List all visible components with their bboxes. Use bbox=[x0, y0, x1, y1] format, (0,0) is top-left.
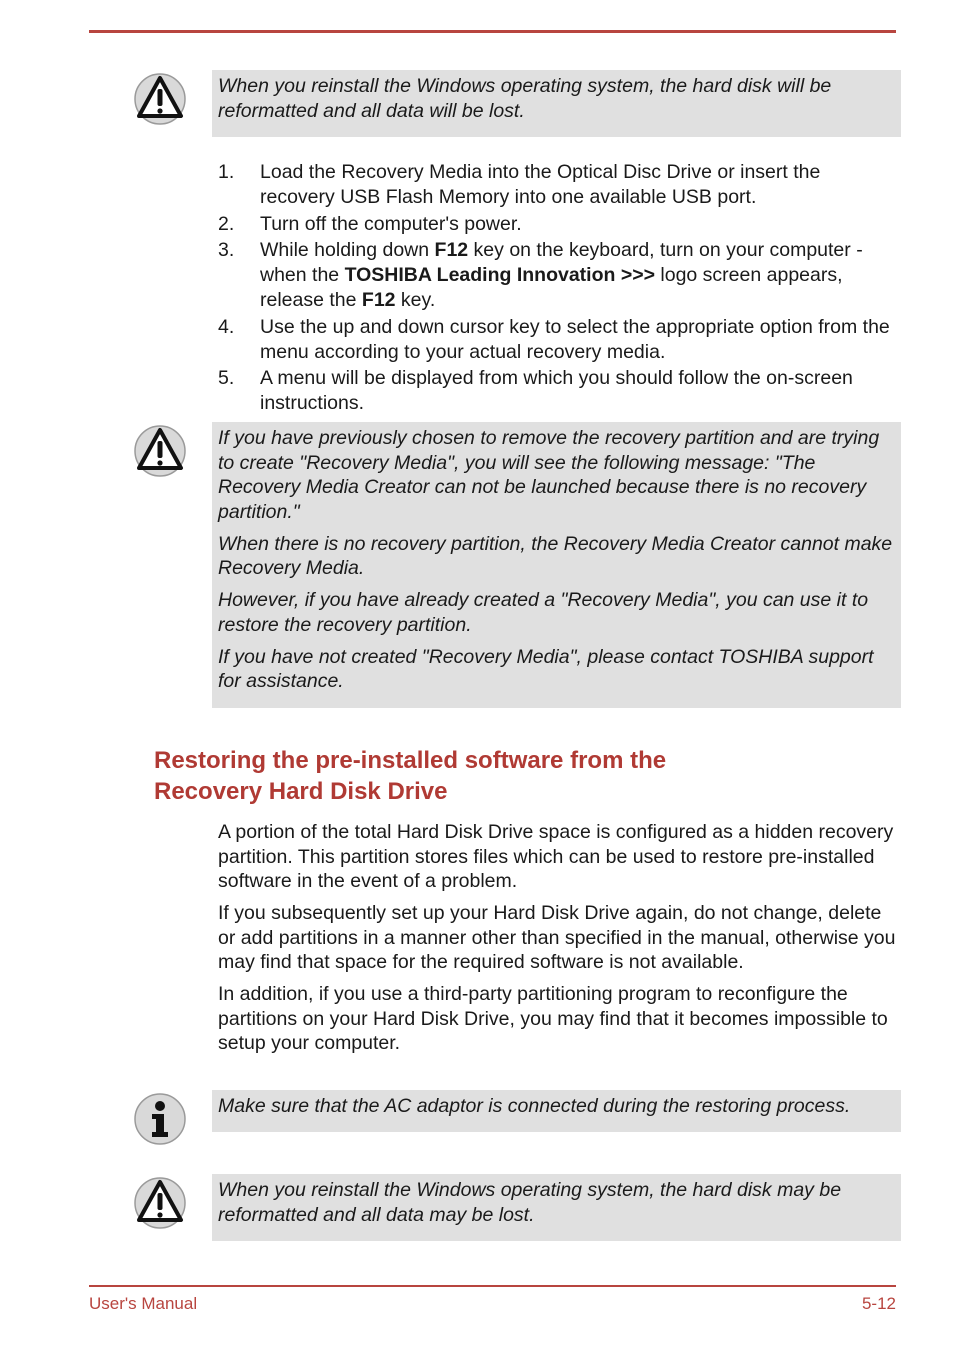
list-item bbox=[218, 366, 898, 416]
step-text: Load the Recovery Media into the Optical Disc Drive or insert the recovery USB Flash Memory into one available USB port. bbox=[260, 161, 821, 208]
footer-rule bbox=[89, 1285, 896, 1287]
section-heading bbox=[154, 746, 874, 807]
warning-triangle-icon bbox=[133, 1176, 187, 1230]
step-text: While holding down bbox=[260, 239, 435, 261]
body-paragraph: A portion of the total Hard Disk Drive space is configured as a hidden recovery partition. This partition stores files which can be used to restore pre-installed software in the event of a problem. bbox=[218, 821, 894, 892]
information-icon bbox=[133, 1092, 187, 1146]
key-name: F12 bbox=[434, 239, 469, 261]
warning-triangle-icon bbox=[133, 424, 187, 478]
key-name: F12 bbox=[361, 289, 396, 311]
body-paragraph: In addition, if you use a third-party partitioning program to reconfigure the partitions on your Hard Disk Drive, you may find that it becomes impossible to setup your computer. bbox=[218, 983, 888, 1054]
header-rule bbox=[89, 30, 896, 33]
section-body bbox=[218, 820, 898, 1063]
warning-note-text: When you reinstall the Windows operating system, the hard disk may be reformatted and all data may be lost. bbox=[218, 1179, 842, 1226]
recovery-steps-list bbox=[218, 160, 898, 418]
step-number: 3. bbox=[218, 239, 235, 261]
warning-note-text: If you have previously chosen to remove the recovery partition and are trying to create "Recovery Media", you will see the following message: "The Recovery Media Creator can not be launched because there is no recovery partition." bbox=[218, 427, 880, 523]
step-text: key. bbox=[395, 289, 436, 311]
warning-note-text: If you have not created "Recovery Media", please contact TOSHIBA support for assistance. bbox=[218, 645, 874, 692]
info-note-text: Make sure that the AC adaptor is connected during the restoring process. bbox=[218, 1095, 851, 1117]
warning-note-text: However, if you have already created a "Recovery Media", you can use it to restore the recovery partition. bbox=[218, 589, 869, 636]
list-item bbox=[218, 160, 898, 210]
step-number: 2. bbox=[218, 212, 235, 235]
list-item bbox=[218, 238, 898, 313]
list-item bbox=[218, 212, 898, 237]
info-note bbox=[212, 1090, 901, 1132]
warning-triangle-icon bbox=[133, 72, 187, 126]
step-text: A menu will be displayed from which you should follow the on-screen instructions. bbox=[260, 367, 853, 414]
step-text: Use the up and down cursor key to select the appropriate option from the menu according to your actual recovery media. bbox=[260, 315, 890, 363]
step-text: Turn off the computer's power. bbox=[260, 212, 522, 235]
page-number: 5-12 bbox=[861, 1294, 896, 1313]
warning-note-1 bbox=[212, 70, 901, 137]
section-heading-line: Restoring the pre-installed software from the bbox=[154, 747, 667, 774]
step-text: logo screen appears, release the bbox=[260, 264, 843, 311]
logo-name: TOSHIBA Leading Innovation >>> bbox=[344, 264, 655, 286]
list-item bbox=[218, 315, 898, 365]
footer-manual-title: User's Manual bbox=[89, 1294, 198, 1313]
step-number: 1. bbox=[218, 161, 235, 183]
warning-note-3 bbox=[212, 1174, 901, 1241]
step-number: 5. bbox=[218, 367, 235, 389]
step-text: key on the keyboard, turn on your computer - when the bbox=[260, 239, 863, 286]
warning-note-2 bbox=[212, 422, 901, 708]
body-paragraph: If you subsequently set up your Hard Disk Drive again, do not change, delete or add partitions in a manner other than specified in the manual, otherwise you may find that space for the required software is not available. bbox=[218, 902, 896, 973]
warning-note-text: When you reinstall the Windows operating system, the hard disk will be reformatted and all data will be lost. bbox=[218, 75, 832, 122]
step-number: 4. bbox=[218, 315, 235, 338]
warning-note-text: When there is no recovery partition, the Recovery Media Creator cannot make Recovery Media. bbox=[218, 532, 893, 579]
section-heading-line: Recovery Hard Disk Drive bbox=[154, 777, 448, 805]
